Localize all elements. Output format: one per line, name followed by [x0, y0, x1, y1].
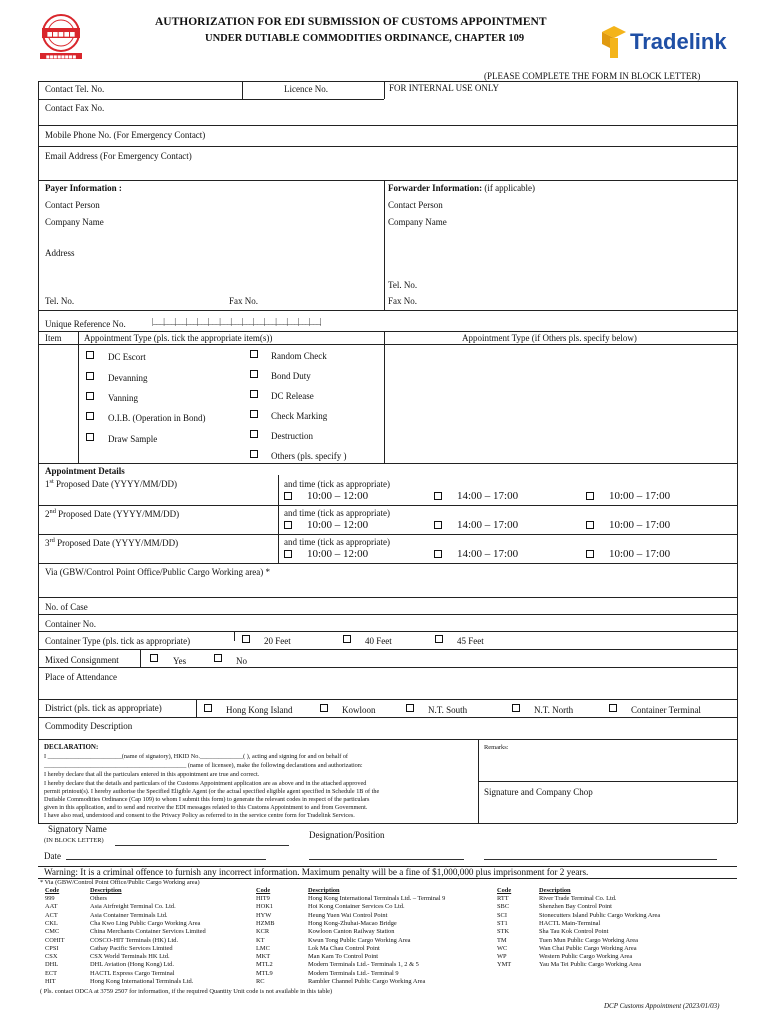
declaration-line3: I hereby declare that all the particulars entered in this appointment are true and correct. — [44, 771, 260, 778]
code-col3-row-7-code: WP — [497, 953, 507, 961]
code-col3-row-6-code: WC — [497, 944, 508, 952]
code-col2-row-2-desc: Heung Yuen Wai Control Point — [308, 911, 388, 919]
checkbox-devanning[interactable] — [86, 372, 94, 380]
code-col2-row-7-desc: Man Kam To Control Point — [308, 953, 379, 961]
licence-label: Licence No. — [284, 84, 328, 94]
declaration-line1: I ________________________(name of signatory), HKID No.______________( ), acting and signing for and on behalf of — [44, 753, 348, 760]
tradelink-logo — [600, 24, 745, 60]
date-3-sup: rd — [49, 537, 55, 544]
code-col3-row-8-desc: Yau Ma Tei Public Cargo Working Area — [539, 961, 642, 969]
code-col2-row-0-code: HIT9 — [256, 895, 270, 902]
form-title-line2: UNDER DUTIABLE COMMODITIES ORDINANCE, CHAPTER 109 — [205, 33, 525, 44]
remarks-label: Remarks: — [484, 744, 509, 751]
container-40ft-checkbox[interactable] — [343, 635, 351, 643]
declaration-line7: given in this application, and to send and receive the EDI messages related to this Customs Appointment to and from Government. — [44, 804, 368, 811]
container-45ft-label: 45 Feet — [457, 636, 484, 646]
district-nt-north-checkbox[interactable] — [512, 704, 520, 712]
code-col3-row-8-code: YMT — [497, 961, 512, 969]
code-col2-row-9-desc: Modern Terminals Ltd.- Terminal 9 — [308, 969, 399, 977]
code-col2-row-1-desc: Hoi Kong Container Services Co Ltd. — [308, 903, 405, 911]
district-hk-island-label: Hong Kong Island — [226, 705, 293, 715]
forwarder-contact-person: Contact Person — [388, 200, 443, 210]
code-col2-row-8-desc: Modern Terminals Ltd.- Terminals 1, 2 & 5 — [308, 961, 419, 969]
code-col1-row-3-desc: Cha Kwo Ling Public Cargo Working Area — [90, 919, 201, 927]
block-letter-note: (PLEASE COMPLETE THE FORM IN BLOCK LETTER) — [484, 71, 701, 81]
district-nt-north-label: N.T. North — [534, 705, 574, 715]
designation-label: Designation/Position — [309, 830, 385, 840]
code-col3-row-2-desc: Stonecutters Island Public Cargo Working Area — [539, 911, 661, 919]
checkbox-others[interactable] — [250, 450, 258, 458]
codes-col1-code-head: Code — [45, 887, 60, 894]
contact-tel-label: Contact Tel. No. — [45, 84, 105, 94]
code-col3-row-1-code: SBC — [497, 903, 510, 911]
code-col2-row-3-code: HZMB — [256, 919, 275, 927]
slot-1b-label: 14:00 – 17:00 — [457, 490, 519, 502]
codes-title: * Via (GBW/Control Point Office/Public Cargo Working area) — [40, 879, 200, 886]
appointment-details-heading: Appointment Details — [45, 466, 125, 476]
code-col3-row-2-code: SCI — [497, 911, 507, 919]
proposed-date-2-label — [45, 509, 179, 519]
code-col2-row-8-code: MTL2 — [256, 961, 273, 969]
email-label: Email Address (For Emergency Contact) — [45, 151, 192, 161]
code-col3-row-0-code: RTT — [497, 895, 509, 902]
checkbox-dc-release[interactable] — [250, 390, 258, 398]
code-col3-row-5-code: TM — [497, 936, 507, 944]
label-others: Others (pls. specify ) — [271, 451, 347, 461]
declaration-line4: I hereby declare that the details and particulars of the Customs Appointment application are as above and in the attached approved — [44, 780, 367, 787]
code-col3-row-7-desc: Western Public Cargo Working Area — [539, 953, 633, 961]
seal-logo — [38, 12, 84, 60]
code-col1-row-7-code: CSX — [45, 953, 58, 961]
slot-3c-checkbox[interactable] — [586, 550, 594, 558]
label-random-check: Random Check — [271, 351, 327, 361]
district-container-terminal-checkbox[interactable] — [609, 704, 617, 712]
code-col1-row-10-code: HIT — [45, 978, 56, 985]
checkbox-oib[interactable] — [86, 412, 94, 420]
slot-2c-checkbox[interactable] — [586, 521, 594, 529]
slot-3b-label: 14:00 – 17:00 — [457, 548, 519, 560]
district-label: District (pls. tick as appropriate) — [45, 703, 162, 713]
label-vanning: Vanning — [108, 393, 138, 403]
date-2-ord: 2 — [45, 509, 50, 519]
code-col2-row-6-desc: Lok Ma Chau Control Point — [308, 944, 380, 952]
forwarder-heading-bold: Forwarder Information: — [388, 183, 483, 193]
checkbox-draw-sample[interactable] — [86, 433, 94, 441]
unique-reference-boxes[interactable]: |___|___|___|___|___|___|___|___|___|___|___|___|___|___|___| — [152, 317, 322, 326]
code-col1-row-4-code: CMC — [45, 928, 60, 936]
code-col1-row-10-desc: Hong Kong International Terminals Ltd. — [90, 978, 194, 985]
date-2-sup: nd — [49, 508, 56, 515]
via-label: Via (GBW/Control Point Office/Public Cargo Working area) * — [45, 567, 270, 577]
code-col2-row-10-desc: Rambler Channel Public Cargo Working Area — [308, 978, 426, 985]
container-type-label: Container Type (pls. tick as appropriate) — [45, 636, 191, 646]
codes-footnote: ( Pls. contact ODCA at 3759 2507 for information, if the required Quantity Unit code is not available in this table) — [40, 988, 333, 995]
block-letter-label: (IN BLOCK LETTER) — [44, 837, 104, 844]
label-oib: O.I.B. (Operation in Bond) — [108, 413, 206, 423]
mobile-label: Mobile Phone No. (For Emergency Contact) — [45, 130, 206, 140]
container-no-label: Container No. — [45, 619, 96, 629]
label-draw-sample: Draw Sample — [108, 434, 158, 444]
code-col1-row-7-desc: CSX World Terminals HK Ltd. — [90, 953, 170, 961]
container-20ft-checkbox[interactable] — [242, 635, 250, 643]
code-col2-row-2-code: HYW — [256, 911, 272, 919]
code-col1-row-4-desc: China Merchants Container Services Limited — [90, 928, 206, 936]
payer-company-name: Company Name — [45, 217, 104, 227]
checkbox-vanning[interactable] — [86, 392, 94, 400]
code-col3-row-3-desc: HACTL Main-Terminal — [539, 919, 601, 927]
svg-text:■■■■■■■■: ■■■■■■■■ — [45, 54, 77, 59]
slot-1a-label: 10:00 – 12:00 — [307, 490, 369, 502]
code-col2-row-0-desc: Hong Kong International Terminals Ltd. – Terminal 9 — [308, 895, 446, 902]
no-of-case-label: No. of Case — [45, 602, 88, 612]
slot-1b-checkbox[interactable] — [434, 492, 442, 500]
label-bond-duty: Bond Duty — [271, 371, 311, 381]
code-col2-row-10-code: RC — [256, 978, 265, 985]
checkbox-destruction[interactable] — [250, 430, 258, 438]
code-col2-row-4-code: KCR — [256, 928, 270, 936]
code-col3-row-3-code: ST1 — [497, 919, 508, 927]
label-dc-release: DC Release — [271, 391, 314, 401]
appointment-type-heading: Appointment Type (pls. tick the appropriate item(s)) — [84, 333, 273, 343]
time-label-2: and time (tick as appropriate) — [284, 508, 390, 518]
codes-col3-desc-head: Description — [539, 887, 571, 894]
mixed-no-label: No — [236, 656, 247, 666]
slot-3a-label: 10:00 – 12:00 — [307, 548, 369, 560]
code-col3-row-0-desc: River Trade Terminal Co. Ltd. — [539, 895, 617, 902]
codes-col3-code-head: Code — [497, 887, 512, 894]
payer-address: Address — [45, 248, 75, 258]
codes-col1-desc-head: Description — [90, 887, 122, 894]
code-col1-row-8-code: DHL — [45, 961, 59, 969]
payer-tel: Tel. No. — [45, 296, 75, 306]
time-label-1: and time (tick as appropriate) — [284, 479, 390, 489]
commodity-label: Commodity Description — [45, 721, 133, 731]
forwarder-company-name: Company Name — [388, 217, 447, 227]
date-1-sup: st — [49, 478, 54, 485]
declaration-line5: permit printout(s). I hereby authorise the Specified Eligible Agent (or the actual specified eligible agent specified in Schedule 1B of the — [44, 788, 380, 795]
code-col2-row-4-desc: Kowloon Canton Railway Station — [308, 928, 395, 936]
district-container-terminal-label: Container Terminal — [631, 705, 701, 715]
code-col2-row-3-desc: Hong Kong-Zhuhai-Macao Bridge — [308, 919, 397, 927]
code-col1-row-3-code: CKL — [45, 919, 58, 927]
code-col2-row-7-code: MKT — [256, 953, 271, 961]
mixed-yes-label: Yes — [173, 656, 187, 666]
warning-text: Warning: It is a criminal offence to furnish any incorrect information. Maximum penalty will be a fine of $1,000,000 plus imprisonment for 2 years. — [44, 867, 589, 877]
container-40ft-label: 40 Feet — [365, 636, 392, 646]
slot-1c-label: 10:00 – 17:00 — [609, 490, 671, 502]
date-3-text: Proposed Date (YYYY/MM/DD) — [54, 538, 179, 548]
declaration-line8: I have also read, understood and consent to the Privacy Policy as referred to in the service centre form for Tradelink Services. — [44, 812, 355, 819]
checkbox-random-check[interactable] — [250, 350, 258, 358]
place-of-attendance-label: Place of Attendance — [45, 672, 117, 682]
checkbox-check-marking[interactable] — [250, 410, 258, 418]
slot-2c-label: 10:00 – 17:00 — [609, 519, 671, 531]
footer-version: DCP Customs Appointment (2023/01/03) — [604, 1002, 720, 1010]
declaration-line2: ______________________________________________ (name of licensee), make the following declarations and authorization: — [44, 762, 363, 769]
code-col1-row-2-code: ACT — [45, 911, 58, 919]
label-check-marking: Check Marking — [271, 411, 328, 421]
unique-reference-label: Unique Reference No. — [45, 319, 126, 329]
item-column-header: Item — [45, 333, 62, 343]
code-col1-row-1-code: AAT — [45, 903, 58, 911]
declaration-line6: Dutiable Commodities Ordinance (Cap 109) to whom I submit this form) to generate the relevant codes in respect of the particulars — [44, 796, 370, 803]
code-col3-row-4-desc: Sha Tau Kok Control Point — [539, 928, 609, 936]
district-kowloon-label: Kowloon — [342, 705, 376, 715]
district-nt-south-label: N.T. South — [428, 705, 468, 715]
code-col2-row-5-code: KT — [256, 936, 265, 944]
date-1-text: Proposed Date (YYYY/MM/DD) — [53, 479, 178, 489]
label-destruction: Destruction — [271, 431, 313, 441]
payer-contact-person: Contact Person — [45, 200, 100, 210]
forwarder-fax: Fax No. — [388, 296, 417, 306]
label-devanning: Devanning — [108, 373, 148, 383]
code-col1-row-5-desc: COSCO-HIT Terminals (HK) Ltd. — [90, 936, 179, 944]
code-col1-row-8-desc: DHL Aviation (Hong Kong) Ltd. — [90, 961, 174, 969]
slot-2a-checkbox[interactable] — [284, 521, 292, 529]
slot-1c-checkbox[interactable] — [586, 492, 594, 500]
code-col1-row-9-code: ECT — [45, 969, 58, 977]
forwarder-tel: Tel. No. — [388, 280, 418, 290]
code-col2-row-9-code: MTL9 — [256, 969, 273, 977]
time-label-3: and time (tick as appropriate) — [284, 537, 390, 547]
forwarder-heading — [388, 184, 535, 193]
district-hk-island-checkbox[interactable] — [204, 704, 212, 712]
checkbox-bond-duty[interactable] — [250, 370, 258, 378]
slot-3a-checkbox[interactable] — [284, 550, 292, 558]
svg-text:■■■■■: ■■■■■ — [46, 31, 76, 38]
code-col1-row-6-code: CPSI — [45, 944, 59, 952]
tradelink-logo-text: Tradelink — [630, 29, 727, 54]
code-col1-row-0-code: 999 — [45, 895, 55, 902]
mixed-yes-checkbox[interactable] — [150, 654, 158, 662]
code-col3-row-6-desc: Wan Chai Public Cargo Working Area — [539, 944, 637, 952]
codes-col2-code-head: Code — [256, 887, 271, 894]
payer-heading: Payer Information : — [45, 183, 122, 193]
contact-fax-label: Contact Fax No. — [45, 103, 105, 113]
forwarder-heading-rest: (if applicable) — [482, 183, 536, 193]
slot-3b-checkbox[interactable] — [434, 550, 442, 558]
form-title-line1: AUTHORIZATION FOR EDI SUBMISSION OF CUSTOMS APPOINTMENT — [155, 16, 547, 28]
date-label: Date — [44, 851, 61, 861]
appointment-others-heading: Appointment Type (if Others pls. specify below) — [462, 333, 637, 343]
signature-chop-label: Signature and Company Chop — [484, 787, 593, 797]
declaration-heading: DECLARATION: — [44, 743, 99, 751]
code-col1-row-2-desc: Asia Container Terminals Ltd. — [90, 911, 168, 919]
slot-2b-label: 14:00 – 17:00 — [457, 519, 519, 531]
date-2-text: Proposed Date (YYYY/MM/DD) — [55, 509, 180, 519]
code-col1-row-1-desc: Asia Airfreight Terminal Co. Ltd. — [90, 903, 176, 911]
date-1-ord: 1 — [45, 479, 50, 489]
code-col1-row-6-desc: Cathay Pacific Services Limited — [90, 944, 173, 952]
slot-2b-checkbox[interactable] — [434, 521, 442, 529]
code-col3-row-5-desc: Tuen Mun Public Cargo Working Area — [539, 936, 638, 944]
proposed-date-1-label — [45, 479, 177, 489]
district-kowloon-checkbox[interactable] — [320, 704, 328, 712]
district-nt-south-checkbox[interactable] — [406, 704, 414, 712]
code-col1-row-9-desc: HACTL Express Cargo Terminal — [90, 969, 175, 977]
mixed-no-checkbox[interactable] — [214, 654, 222, 662]
slot-2a-label: 10:00 – 12:00 — [307, 519, 369, 531]
code-col1-row-5-code: COHIT — [45, 936, 65, 944]
proposed-date-3-label — [45, 538, 178, 548]
code-col2-row-5-desc: Kwun Tong Public Cargo Working Area — [308, 936, 411, 944]
internal-use-label: FOR INTERNAL USE ONLY — [389, 83, 500, 93]
date-3-ord: 3 — [45, 538, 50, 548]
code-col3-row-1-desc: Shenzhen Bay Control Point — [539, 903, 612, 911]
code-col2-row-6-code: LMC — [256, 944, 270, 952]
container-20ft-label: 20 Feet — [264, 636, 291, 646]
mixed-consignment-label: Mixed Consignment — [45, 655, 119, 665]
label-dc-escort: DC Escort — [108, 352, 146, 362]
codes-col2-desc-head: Description — [308, 887, 340, 894]
container-45ft-checkbox[interactable] — [435, 635, 443, 643]
code-col3-row-4-code: STK — [497, 928, 510, 936]
payer-fax: Fax No. — [229, 296, 258, 306]
slot-3c-label: 10:00 – 17:00 — [609, 548, 671, 560]
code-col1-row-0-desc: Others — [90, 895, 108, 902]
signatory-name-label: Signatory Name — [48, 824, 107, 834]
code-col2-row-1-code: HOK1 — [256, 903, 274, 911]
slot-1a-checkbox[interactable] — [284, 492, 292, 500]
checkbox-dc-escort[interactable] — [86, 351, 94, 359]
